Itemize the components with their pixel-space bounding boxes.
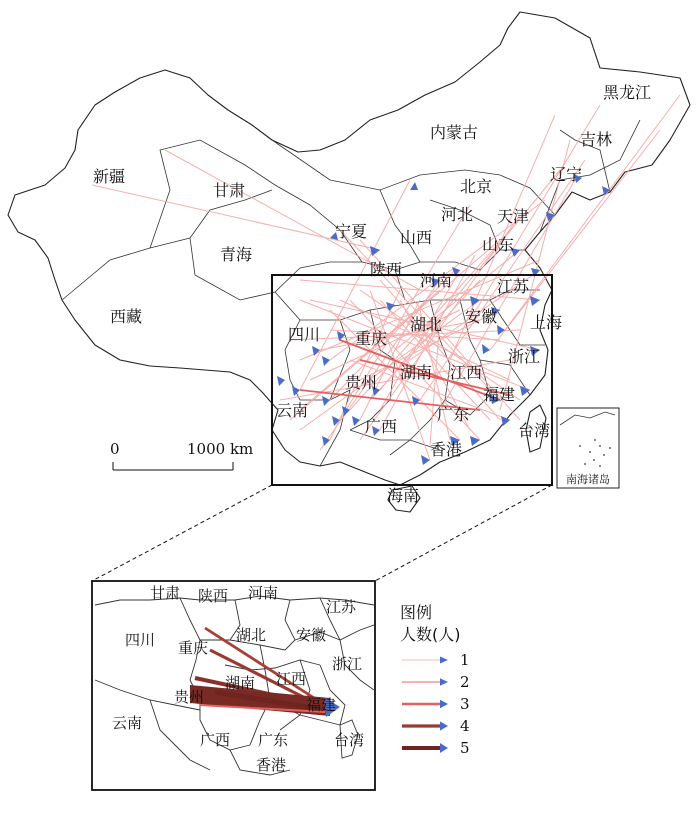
label-neimenggu: 内蒙古 bbox=[430, 123, 479, 142]
detail-label-guizhou: 贵州 bbox=[174, 688, 205, 706]
label-jiangsu: 江苏 bbox=[497, 277, 530, 296]
label-hunan: 湖南 bbox=[400, 363, 433, 382]
legend-label-1: 1 bbox=[460, 651, 470, 669]
detail-label-gansu: 甘肃 bbox=[150, 584, 181, 602]
label-xinjiang: 新疆 bbox=[93, 167, 126, 186]
label-chongqing: 重庆 bbox=[355, 329, 388, 348]
detail-label-guangxi: 广西 bbox=[200, 731, 231, 749]
label-taiwan: 台湾 bbox=[518, 421, 551, 440]
legend-label-3: 3 bbox=[460, 695, 470, 713]
label-jiangxi: 江西 bbox=[450, 363, 483, 382]
label-henan: 河南 bbox=[420, 271, 453, 290]
label-ningxia: 宁夏 bbox=[335, 222, 368, 241]
label-heilongjiang: 黑龙江 bbox=[603, 83, 652, 102]
label-fujian: 福建 bbox=[483, 385, 516, 404]
detail-label-fujian: 福建 bbox=[306, 696, 337, 714]
label-shanghai: 上海 bbox=[530, 313, 563, 332]
label-liaoning: 辽宁 bbox=[550, 165, 583, 184]
scale-bar bbox=[110, 440, 253, 470]
detail-map bbox=[92, 581, 375, 790]
label-guangxi: 广西 bbox=[365, 417, 398, 436]
inset-label: 南海诸岛 bbox=[566, 473, 610, 486]
detail-label-shaanxi: 陕西 bbox=[198, 587, 229, 605]
legend-arrow-3 bbox=[440, 700, 448, 708]
label-beijing: 北京 bbox=[460, 177, 493, 196]
label-jilin: 吉林 bbox=[580, 130, 613, 149]
legend-subtitle: 人数(人) bbox=[400, 625, 461, 644]
label-tianjin: 天津 bbox=[497, 207, 530, 226]
label-yunnan: 云南 bbox=[276, 401, 309, 420]
label-xianggang: 香港 bbox=[430, 440, 463, 459]
detail-label-yunnan: 云南 bbox=[112, 714, 143, 732]
label-qinghai: 青海 bbox=[220, 245, 253, 264]
detail-label-hubei: 湖北 bbox=[236, 626, 267, 644]
detail-label-sichuan: 四川 bbox=[125, 631, 156, 649]
detail-label-anhui: 安徽 bbox=[296, 626, 327, 644]
scale-start-label: 0 bbox=[110, 440, 120, 458]
legend-arrow-5 bbox=[440, 743, 448, 753]
label-zhejiang: 浙江 bbox=[508, 347, 541, 366]
label-shandong: 山东 bbox=[482, 235, 515, 254]
legend-arrow-2 bbox=[440, 678, 448, 686]
detail-label-chongqing: 重庆 bbox=[178, 639, 209, 657]
detail-label-xianggang: 香港 bbox=[256, 756, 287, 774]
label-anhui: 安徽 bbox=[465, 307, 498, 326]
label-hainan: 海南 bbox=[387, 486, 420, 505]
label-shaanxi: 陕西 bbox=[370, 260, 403, 279]
legend-label-5: 5 bbox=[460, 739, 470, 757]
label-guizhou: 贵州 bbox=[345, 373, 378, 392]
label-xizang: 西藏 bbox=[110, 307, 143, 326]
legend-arrow-1 bbox=[440, 657, 448, 664]
detail-label-jiangsu: 江苏 bbox=[326, 598, 357, 616]
detail-label-guangdong: 广东 bbox=[258, 731, 289, 749]
legend-label-4: 4 bbox=[460, 717, 470, 735]
label-hubei: 湖北 bbox=[410, 315, 443, 334]
legend-title: 图例 bbox=[400, 603, 433, 622]
label-shanxi: 山西 bbox=[400, 228, 433, 247]
legend-items bbox=[402, 651, 470, 757]
scale-end-label: 1000 km bbox=[187, 440, 254, 458]
legend-arrow-4 bbox=[440, 721, 448, 730]
label-guangdong: 广东 bbox=[437, 405, 470, 424]
detail-label-zhejiang: 浙江 bbox=[332, 655, 363, 673]
connector-left bbox=[92, 485, 272, 581]
detail-label-henan: 河南 bbox=[248, 584, 279, 602]
label-hebei: 河北 bbox=[441, 205, 474, 224]
legend bbox=[400, 603, 470, 757]
label-gansu: 甘肃 bbox=[213, 181, 246, 200]
detail-label-jiangxi: 江西 bbox=[276, 670, 307, 688]
label-sichuan: 四川 bbox=[288, 325, 321, 344]
detail-label-hunan: 湖南 bbox=[225, 674, 256, 692]
detail-label-taiwan: 台湾 bbox=[334, 731, 365, 749]
legend-label-2: 2 bbox=[460, 673, 470, 691]
